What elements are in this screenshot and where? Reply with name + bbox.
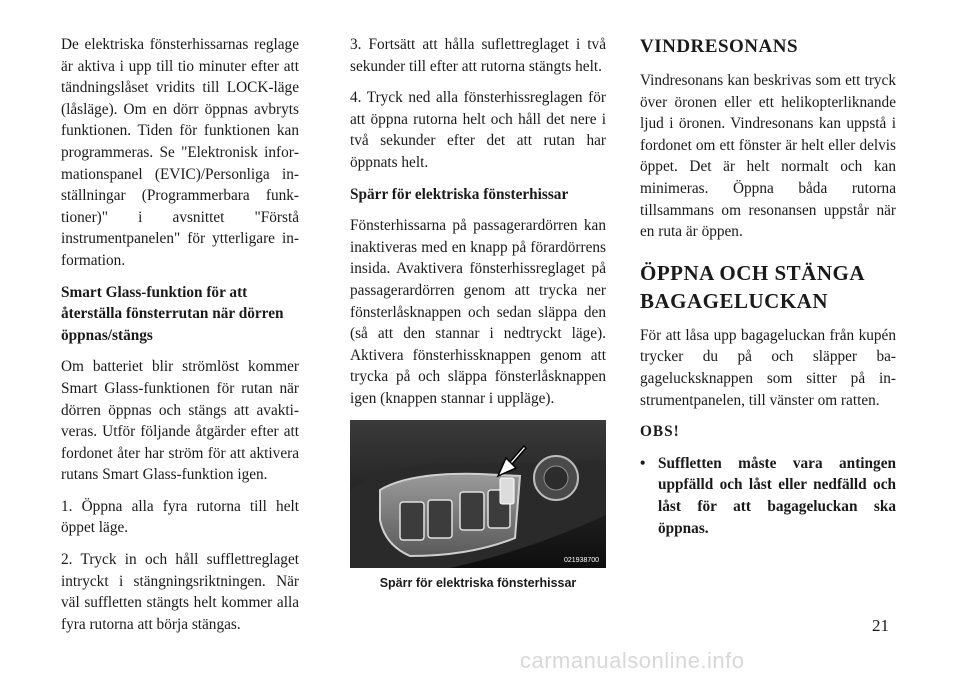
- step-1: 1. Öppna alla fyra rutorna till helt öppet läge.: [61, 497, 299, 537]
- column-3: [640, 34, 896, 539]
- figure-window-lock: [350, 420, 606, 590]
- door-panel-photo: [350, 420, 606, 568]
- note-item: [640, 453, 896, 539]
- figure-code: 021938700: [564, 556, 600, 564]
- step-4: 4. Tryck ned alla fönsterhissreglagen för att öppna rutorna helt och håll det nere i två sekunder efter det att rutan har öppnats helt.: [350, 89, 606, 171]
- paragraph-window-lock: Fönsterhissarna på passagerardörren kan inaktiveras med en knapp på förardörrens insida. Avaktivera fönsterhissreglaget på passagerardörren genom att trycka ner fönsterlåsknappen och sedan släppa den (så att den stannar i nedtryckt läge). Aktivera fönsterhissknappen genom att trycka på och släppa fönsterlåsknappen igen (knappen stannar i uppläge).: [350, 217, 606, 407]
- window-switch-2: [428, 500, 452, 538]
- paragraph-wind-resonance: Vindresonans kan beskrivas som ett tryck över öronen eller ett helikopterliknande ljud i öronen. Vindresonans kan uppstå i fordonet om ett fönster är helt eller delvis öppet. Det är helt normalt och kan minimeras. Öppna båda rutorna tillsammans om resonansen uppstår när en ruta är öppen.: [640, 72, 896, 241]
- obs-label: OBS!: [640, 423, 680, 441]
- bullet-icon: •: [640, 454, 646, 472]
- window-lock-button: [500, 478, 514, 504]
- note-text: Suffletten måste vara antingen uppfälld och låst eller nedfälld och låst för att bagageluckan ska öppnas.: [658, 454, 896, 537]
- column-1: [61, 34, 299, 645]
- window-switch-3: [460, 492, 484, 530]
- note-list: [640, 453, 896, 539]
- paragraph-smart-glass: Om batteriet blir strömlöst kommer Smart Glass-funktionen för rutan när dörren öppnas och stängs att avaktiveras. Utför följande åtgärder efter att fordonet åter har ström för att aktivera rutans Smart Glass-funktion igen.: [61, 358, 299, 484]
- watermark: carmanualsonline.info: [520, 648, 745, 673]
- step-3: 3. Fortsätt att hålla suflettreglaget i två sekunder till efter att rutorna stängts helt.: [350, 36, 606, 75]
- window-switch-1: [400, 502, 424, 540]
- paragraph-trunk: För att låsa upp bagageluckan från kupén trycker du på och släpper bagagelucksknappen som sitter på instrumentpanelen, till vänster om ratten.: [640, 326, 896, 409]
- paragraph-glass-timer: De elektriska fönsterhissarnas reglage är aktiva i upp till tio minuter efter att tändningslåset vridits till LOCK-läge (låsläge). Om en dörr öppnas avbryts funktionen. Tiden för funktionen kan programmeras. Se "Elektronisk informationspanel (EVIC)/Personliga inställningar (Programmerbara funktioner)" i avsnittet "Förstå instrumentpanelen" för ytterligare information.: [61, 36, 299, 269]
- column-2: [350, 34, 606, 590]
- step-2: 2. Tryck in och håll sufflettreglaget intryckt i stängningsriktningen. När väl suffletten stängts helt kommer alla fyra rutorna att börja stängas.: [61, 551, 299, 633]
- heading-trunk: ÖPPNA OCH STÄNGA BAGAGELUCKAN: [640, 260, 864, 313]
- subheading-smart-glass: Smart Glass-funktion för att återställa fönsterrutan när dörren öppnas/stängs: [61, 283, 284, 344]
- subheading-window-lock: Spärr för elektriska fönsterhissar: [350, 185, 569, 203]
- figure-caption: Spärr för elektriska fönsterhissar: [379, 575, 577, 590]
- page-number: 21: [872, 616, 889, 635]
- heading-wind-resonance: VINDRESONANS: [640, 36, 799, 57]
